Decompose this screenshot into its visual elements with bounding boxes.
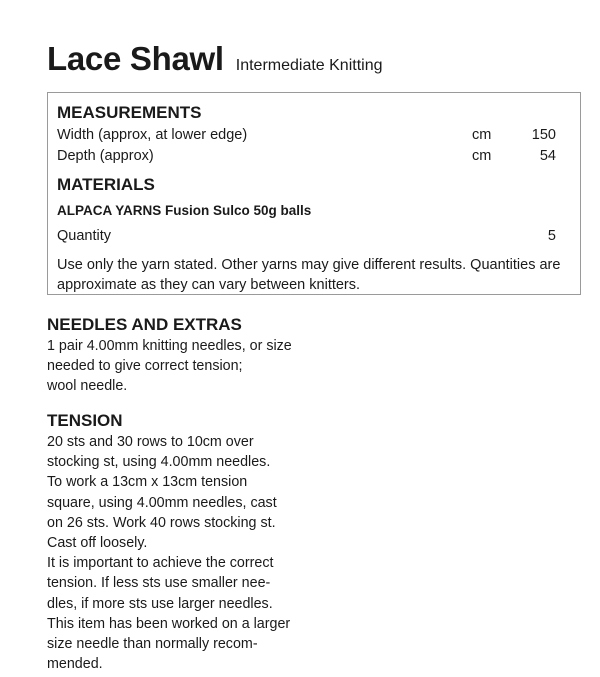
measurements-materials-box xyxy=(47,92,581,295)
tension-section xyxy=(47,410,312,674)
measurement-unit: cm xyxy=(472,148,492,164)
yarn-name: ALPACA YARNS Fusion Sulco 50g balls xyxy=(57,203,312,218)
measurement-row-width xyxy=(57,127,556,147)
measurement-row-depth xyxy=(57,148,556,168)
needles-text: 1 pair 4.00mm knitting needles, or size needed to give correct tension; wool needle. xyxy=(47,338,292,395)
measurement-label: Width (approx, at lower edge) xyxy=(57,127,248,143)
measurement-value: 54 xyxy=(539,148,556,164)
measurement-unit: cm xyxy=(472,127,492,143)
yarn-note: Use only the yarn stated. Other yarns may give different results. Quantities are approximate as they can vary between knitters. xyxy=(57,257,561,293)
quantity-value: 5 xyxy=(547,228,556,244)
page-title: Lace Shawl xyxy=(47,40,224,77)
tension-text: 20 sts and 30 rows to 10cm over stocking st, using 4.00mm needles. To work a 13cm x 13cm tension square, using 4.00mm needles, cast on 26 sts. Work 40 rows stocking st. Cast off loosely. It is important to achieve the correct tension. If less sts use smaller nee- dles, if more sts use larger needles. This item has been worked on a larger size needle than normally recom- mended. xyxy=(47,434,291,673)
quantity-label: Quantity xyxy=(57,228,111,244)
tension-heading: TENSION xyxy=(47,411,123,430)
measurements-heading: MEASUREMENTS xyxy=(57,103,202,122)
materials-heading: MATERIALS xyxy=(57,175,155,194)
measurement-label: Depth (approx) xyxy=(57,148,154,164)
skill-level: Intermediate Knitting xyxy=(235,57,383,74)
title-row xyxy=(47,40,383,78)
needles-section xyxy=(47,314,312,397)
measurement-value: 150 xyxy=(531,127,556,143)
needles-heading: NEEDLES AND EXTRAS xyxy=(47,315,242,334)
quantity-row xyxy=(57,228,556,248)
